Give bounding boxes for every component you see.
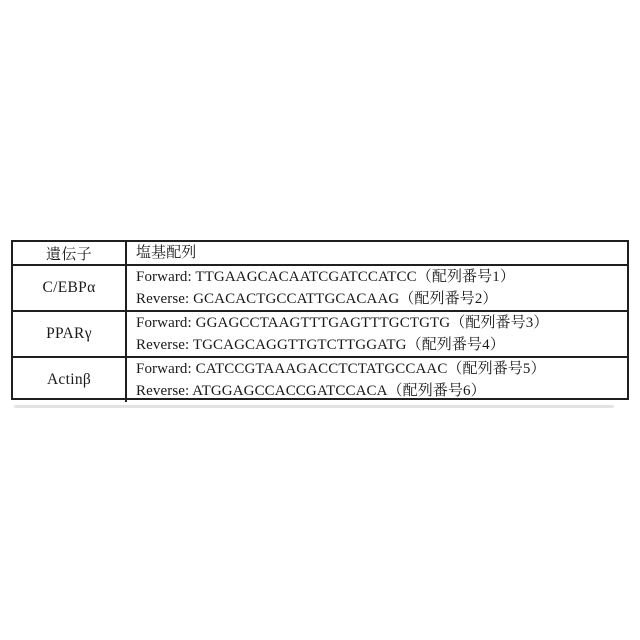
sequence-cell <box>127 266 627 310</box>
reverse-primer-line: Reverse: GCACACTGCCATTGCACAAG（配列番号2） <box>136 291 498 307</box>
gene-name-cell: Actinβ <box>13 358 127 402</box>
gene-name-cell: PPARγ <box>13 312 127 356</box>
table-row-cebpa <box>13 264 627 310</box>
header-cell-sequence <box>127 242 627 264</box>
table-row-pparg <box>13 310 627 356</box>
scan-artifact-shadow <box>14 405 614 408</box>
primer-sequence-table <box>11 240 629 400</box>
header-cell-gene: 遺伝子 <box>13 242 127 264</box>
sequence-cell <box>127 358 627 402</box>
header-sequence-label: 塩基配列 <box>136 245 197 261</box>
reverse-primer-line: Reverse: TGCAGCAGGTTGTCTTGGATG（配列番号4） <box>136 337 505 353</box>
table-row-actinb <box>13 356 627 402</box>
forward-primer-line: Forward: TTGAAGCACAATCGATCCATCC（配列番号1） <box>136 269 515 285</box>
forward-primer-line: Forward: CATCCGTAAAGACCTCTATGCCAAC（配列番号5） <box>136 361 546 377</box>
table-header-row <box>13 242 627 264</box>
forward-primer-line: Forward: GGAGCCTAAGTTTGAGTTTGCTGTG（配列番号3） <box>136 315 549 331</box>
gene-name-cell: C/EBPα <box>13 266 127 310</box>
sequence-cell <box>127 312 627 356</box>
reverse-primer-line: Reverse: ATGGAGCCACCGATCCACA（配列番号6） <box>136 383 486 399</box>
